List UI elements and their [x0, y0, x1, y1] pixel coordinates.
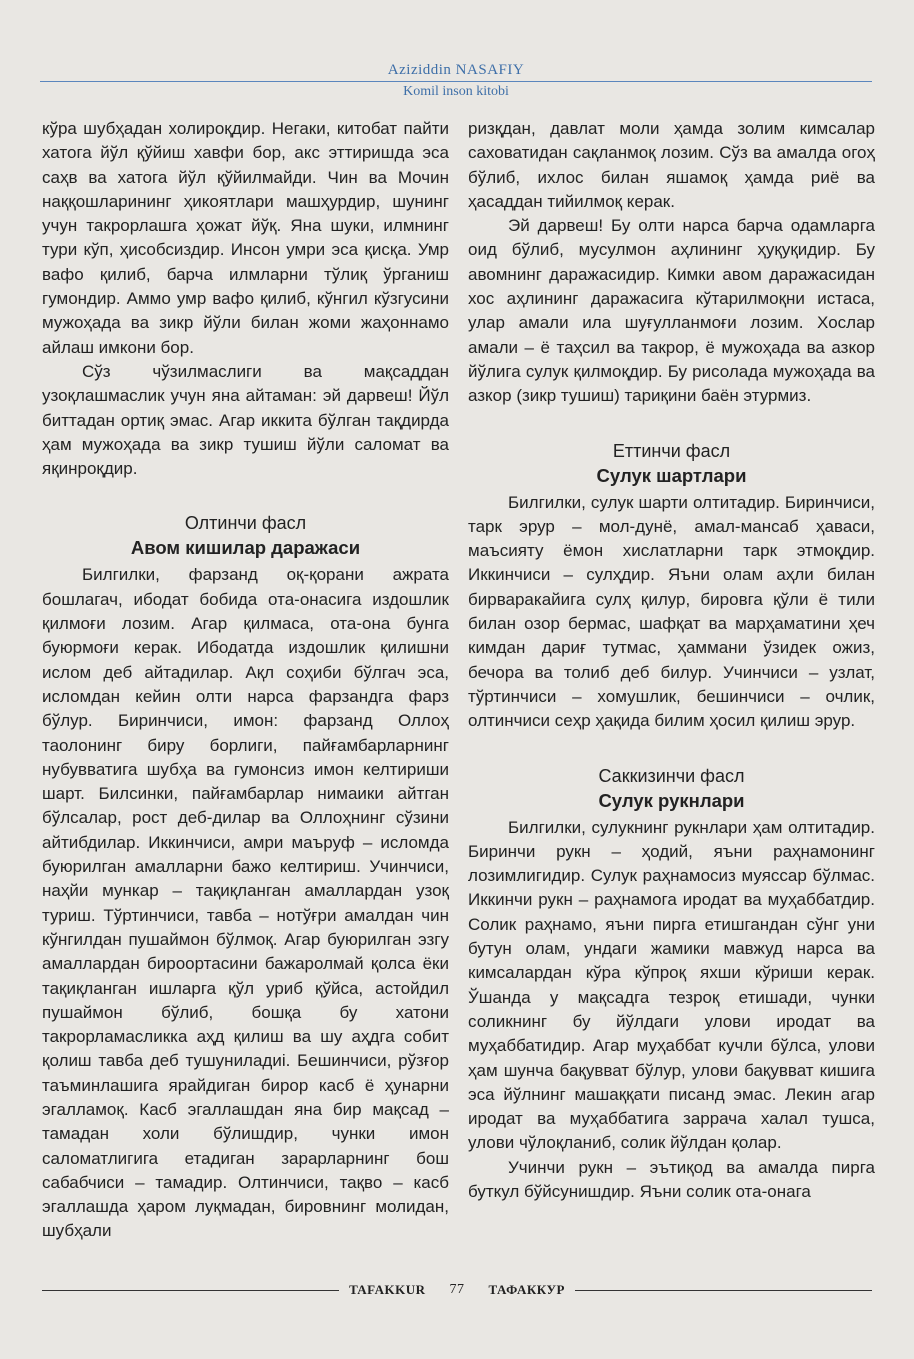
page-number: 77 [449, 1282, 465, 1297]
right-column [468, 117, 875, 1204]
footer [42, 1278, 872, 1302]
author-name: Aziziddin NASAFIY [40, 62, 872, 82]
section-title: Авом кишилар даражаси [130, 537, 361, 559]
section-title: Сулук рукнлари [598, 789, 745, 811]
paragraph: Билгилки, сулук шарти олтитадир. Биринчиси, тарк эрур – мол-дунё, амал-мансаб ҳаваси, маъсияту ёмон хислатларни тарк этмоқдир. Иккинчиси – сулҳдир. Яъни олам аҳли билан бирваракайига сулҳ қилур, бировга қўли ё тили билан озор бермас, шафқат ва марҳаматини ҳеч кимдан дариғ тутмас, ҳаммани ўзидек ожиз, бечора ва толиб деб билур. Учинчиси – узлат, тўртинчиси – хомушлик, бешинчиси – очлик, олтинчиси сеҳр ҳақида билим ҳосил қилиш эрур. [468, 492, 875, 731]
footer-rule [42, 1290, 339, 1291]
section-title: Сулук шартлари [596, 464, 747, 486]
section-number: Еттинчи фасл [612, 440, 731, 461]
paragraph: Сўз чўзилмаслиги ва мақсаддан узоқлашмаслик учун яна айтаман: эй дарвеш! Йўл биттадан ортиқ эмас. Агар иккита бўлган тақдирда ҳам мужоҳада ва зикр тушиш йўли саломат ва яқинроқдир. [42, 361, 449, 479]
section-number: Саккизинчи фасл [598, 765, 745, 786]
footer-rule [575, 1290, 872, 1291]
paragraph: Эй дарвеш! Бу олти нарса барча одамларга оид бўлиб, мусулмон аҳлининг ҳуқуқидир. Бу авомнинг даражасидир. Кимки авом даражасидан хос аҳлининг даражасига кўтарилмоқни истаса, улар амали ила шуғулланмоғи лозим. Хослар амали – ё таҳсил ва такрор, ё мужоҳада ва азкор йўлига сулук қилмоқдир. Бу рисолада мужоҳада ва азкор (зикр тушиш) тариқини баён этурмиз. [468, 216, 875, 406]
paragraph: Билгилки, сулукнинг рукнлари ҳам олтитадир. Биринчи рукн – ҳодий, яъни раҳнамонинг лозимлигидир. Сулук раҳнамосиз муяссар бўлмас. Иккинчи рукн – раҳнамога иродат ва муҳаббатдир. Солик раҳнамо, яъни пирга етишгандан сўнг уни бутун олам, ундаги жамики мавжуд нарса ва кимсалардан кўра кўпроқ яхши кўриши керак. Ўшанда у мақсадга тезроқ етишади, чунки соликнинг бу йўлдаги улови иродат ва муҳаббатидир. Агар муҳаббат кучли бўлса, улови ҳам шунча бақувват бўлур, улови бақувват кишига эса йўлнинг машаққати писанд эмас. Лекин агар иродат ва муҳаббатига заррача халал тушса, улови чўлоқланиб, солик йўлдан қолар. [468, 817, 875, 1153]
footer-journal-latin: TAFAKKUR [349, 1282, 426, 1297]
paragraph: кўра шубҳадан холироқдир. Негаки, китобат пайти хатога йўл қўйиш хавфи бор, акс эттиришда эса саҳв ва хатога йўл қўйилмайди. Чин ва Мочин наққошларининг ҳикоятлари машҳурдир, шунинг учун такрорлашга ҳожат йўқ. Яна шуки, илмнинг тури кўп, ҳисобсиздир. Инсон умри эса қисқа. Умр вафо қилиб, барча илмларни тўлиқ ўрганиш гумондир. Аммо умр вафо қилиб, кўнгил кўзгусини мужоҳада ва зикр йўли билан жоми жаҳоннамо айлаш имкони бор. [42, 119, 449, 357]
book-title: Komil inson kitobi [403, 84, 509, 99]
paragraph: ризқдан, давлат моли ҳамда золим кимсалар саховатидан сақланмоқ лозим. Сўз ва амалда огоҳ бўлиб, ихлос билан яшамоқ ҳамда риё ва ҳасаддан тийилмоқ керак. [468, 119, 875, 211]
paragraph: Билгилки, фарзанд оқ-қорани ажрата бошлагач, ибодат бобида ота-онасига издошлик қилмоғи лозим. Агар қилмаса, ота-она бунга буюрмоғи керак. Ибодатда издошлик қилишни ислом деб айтадилар. Ақл соҳиби бўлгач эса, исломдан кейин олти нарса фарзандга фарз бўлур. Биринчиси, имон: фарзанд Оллоҳ таолонинг биру борлиги, пайғамбарларнинг нубувватига шубҳа ва гумонсиз имон келтириши шарт. Билсинки, пайғамбарлар нимаики айтган бўлсалар, рост деб-дилар ва Оллоҳнинг сўзини айтибдилар. Иккинчиси, амри маъруф – исломда буюрилган амалларни бажо келтириш. Учинчиси, наҳйи мункар – тақиқланган амаллардан узоқ туриш. Тўртинчиси, тавба – нотўғри амалдан чин кўнгилдан пушаймон бўлмоқ. Агар буюрилган эзгу амаллардан бироортасини бажаролмай қолса ёки тақиқланган ишларга қўл уриб қўйса, астойдил пушаймон бўлиб, бошқа бу хатони такрорламасликка аҳд қилиш ва шу аҳдга собит қолиш тавба деб тушуниладиi. Бешинчиси, рўзғор таъминлашига ярайдиган бирор касб ё ҳунарни эгалламоқ. Касб эгаллашдан яна бир мақсад – тамадан холи бўлишдир, чунки имон саломатлигига етадиган зарарларнинг бош сабабчиси – тамадир. Олтинчиси, тақво – касб эгаллашда ҳаром луқмадан, бировнинг молидан, шубҳали [42, 565, 449, 1241]
paragraph: Учинчи рукн – эътиқод ва амалда пирга буткул бўйсунишдир. Яъни солик ота-онага [468, 1157, 875, 1201]
footer-journal-cyrillic: ТАФАККУР [488, 1282, 565, 1297]
section-number: Олтинчи фасл [184, 513, 307, 534]
running-head [40, 62, 872, 100]
left-column [42, 117, 449, 1244]
